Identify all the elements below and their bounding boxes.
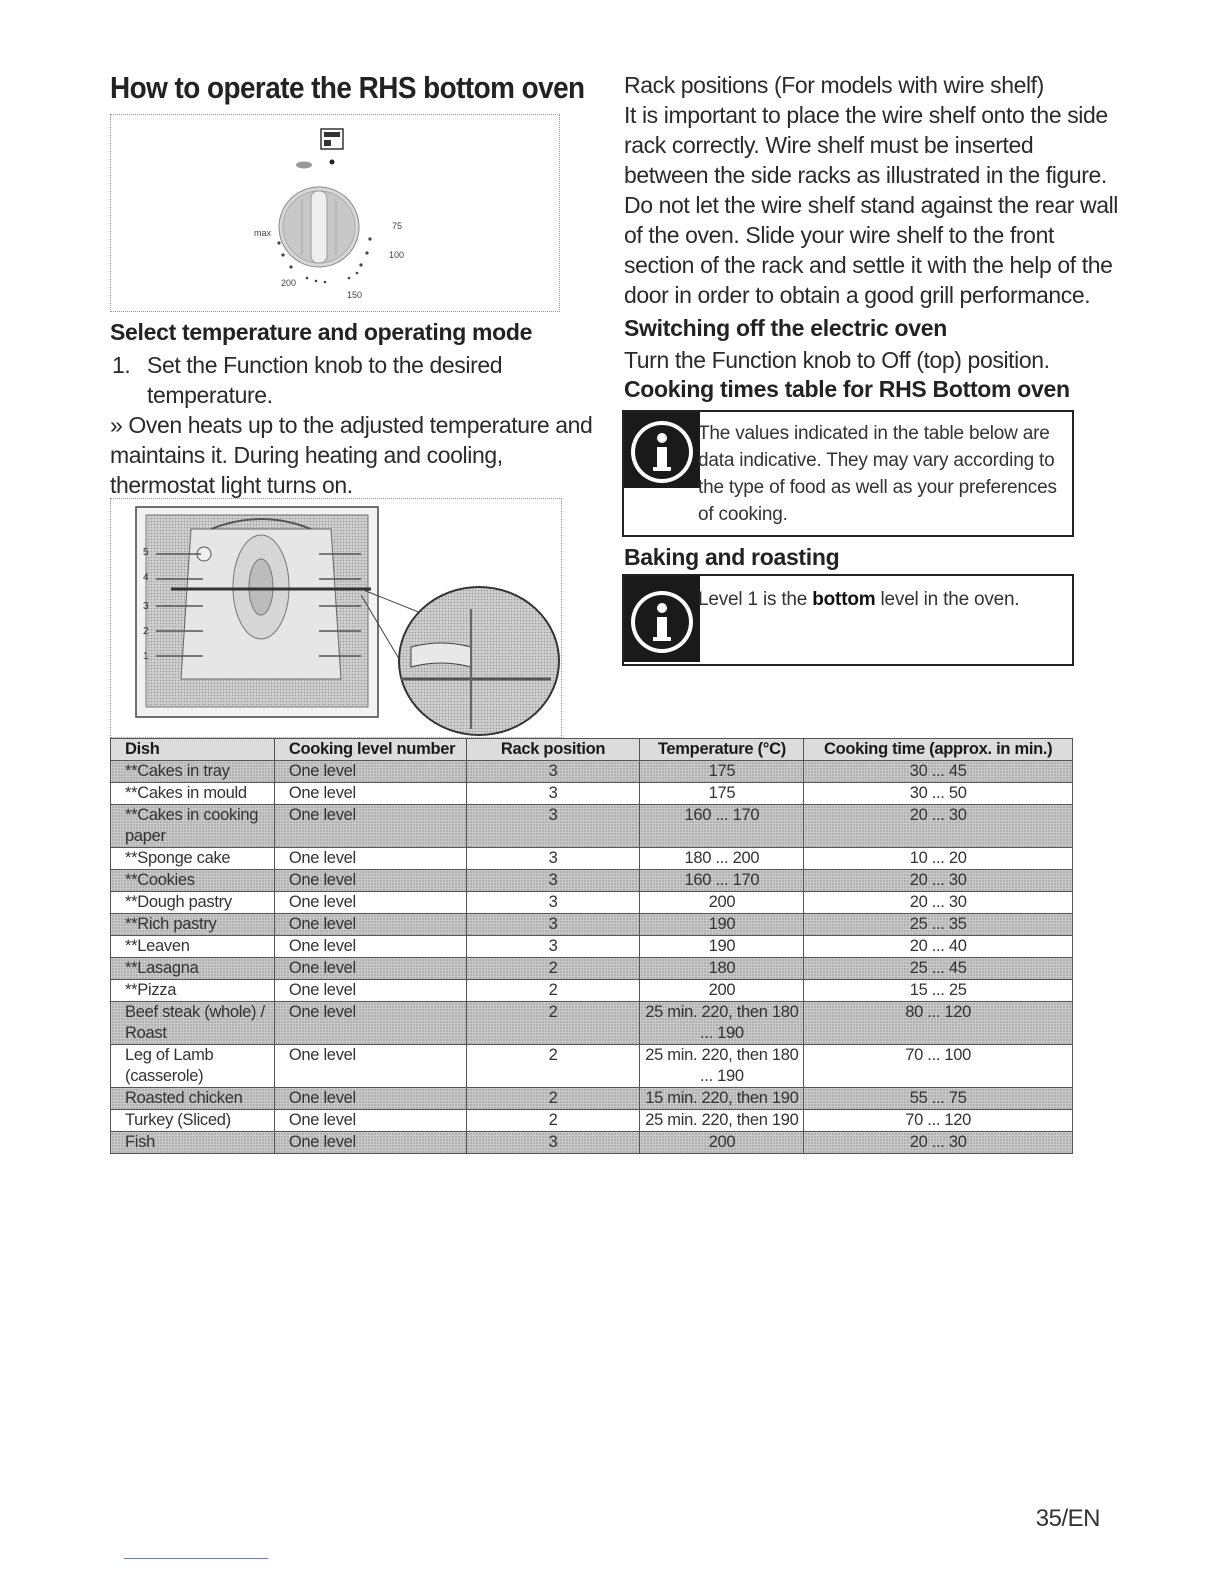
table-row bbox=[111, 1002, 1073, 1045]
cell-rack: 3 bbox=[466, 805, 640, 848]
cell-dish: **Pizza bbox=[111, 980, 275, 1002]
cell-time: 20 ... 40 bbox=[804, 936, 1073, 958]
note-values-line-2: data indicative. They may vary according to bbox=[698, 450, 1055, 471]
table-row bbox=[111, 783, 1073, 805]
rack-text-line-4: Do not let the wire shelf stand against the rear wall bbox=[624, 192, 1119, 218]
cell-time: 30 ... 50 bbox=[804, 783, 1073, 805]
cell-rack: 2 bbox=[466, 958, 640, 980]
cell-rack: 3 bbox=[466, 848, 640, 870]
cell-level: One level bbox=[274, 805, 466, 848]
cooking-times-table bbox=[110, 738, 1073, 1154]
step-1-number: 1. bbox=[112, 352, 131, 378]
cell-rack: 3 bbox=[466, 783, 640, 805]
cell-temperature: 160 ... 170 bbox=[640, 805, 804, 848]
cell-temperature: 25 min. 220, then 190 bbox=[640, 1110, 804, 1132]
cell-temperature: 200 bbox=[640, 892, 804, 914]
function-knob-illustration bbox=[111, 115, 559, 311]
cell-level: One level bbox=[274, 870, 466, 892]
cell-time: 55 ... 75 bbox=[804, 1088, 1073, 1110]
control-knob-figure bbox=[110, 114, 560, 312]
cell-rack: 2 bbox=[466, 1110, 640, 1132]
cell-time: 20 ... 30 bbox=[804, 892, 1073, 914]
table-row bbox=[111, 848, 1073, 870]
table-row bbox=[111, 958, 1073, 980]
cell-dish: Beef steak (whole) / Roast bbox=[111, 1002, 275, 1045]
cell-temperature: 180 bbox=[640, 958, 804, 980]
rack-number-4: 4 bbox=[143, 572, 149, 583]
cell-rack: 3 bbox=[466, 914, 640, 936]
column-header-level: Cooking level number bbox=[274, 739, 466, 761]
rack-number-5: 5 bbox=[143, 547, 149, 558]
table-row bbox=[111, 1045, 1073, 1088]
info-note-values bbox=[622, 410, 1074, 537]
column-header-time: Cooking time (approx. in min.) bbox=[804, 739, 1073, 761]
note-level-suffix: level in the oven. bbox=[875, 589, 1020, 610]
table-row bbox=[111, 761, 1073, 783]
cell-dish: **Cakes in mould bbox=[111, 783, 275, 805]
knob-label-150: 150 bbox=[347, 290, 363, 300]
cell-time: 15 ... 25 bbox=[804, 980, 1073, 1002]
step-1-line-1: Set the Function knob to the desired bbox=[147, 352, 503, 378]
info-icon bbox=[624, 412, 700, 488]
rack-number-2: 2 bbox=[143, 626, 149, 637]
cell-dish: Fish bbox=[111, 1132, 275, 1154]
column-header-temperature: Temperature (°C) bbox=[640, 739, 804, 761]
page-number: 35/EN bbox=[1035, 1505, 1100, 1532]
cell-rack: 2 bbox=[466, 980, 640, 1002]
cell-time: 20 ... 30 bbox=[804, 870, 1073, 892]
footer-rule bbox=[124, 1558, 268, 1559]
cell-dish: Turkey (Sliced) bbox=[111, 1110, 275, 1132]
note-level-prefix: Level 1 is the bbox=[698, 589, 813, 610]
cell-temperature: 160 ... 170 bbox=[640, 870, 804, 892]
switching-off-text: Turn the Function knob to Off (top) position. bbox=[624, 347, 1050, 373]
table-row bbox=[111, 805, 1073, 848]
cell-time: 25 ... 35 bbox=[804, 914, 1073, 936]
cell-temperature: 200 bbox=[640, 1132, 804, 1154]
cell-level: One level bbox=[274, 914, 466, 936]
cell-temperature: 25 min. 220, then 180 ... 190 bbox=[640, 1045, 804, 1088]
note-level-bold: bottom bbox=[812, 589, 876, 610]
cell-dish: **Dough pastry bbox=[111, 892, 275, 914]
rack-text-line-3: between the side racks as illustrated in the figure. bbox=[624, 162, 1107, 188]
cell-rack: 2 bbox=[466, 1045, 640, 1088]
cell-dish: **Leaven bbox=[111, 936, 275, 958]
cell-rack: 3 bbox=[466, 761, 640, 783]
table-row bbox=[111, 980, 1073, 1002]
cell-rack: 2 bbox=[466, 1088, 640, 1110]
table-row bbox=[111, 914, 1073, 936]
table-row bbox=[111, 936, 1073, 958]
note-level-text bbox=[698, 586, 1020, 613]
cell-time: 30 ... 45 bbox=[804, 761, 1073, 783]
cell-time: 70 ... 100 bbox=[804, 1045, 1073, 1088]
cell-temperature: 175 bbox=[640, 783, 804, 805]
cell-temperature: 200 bbox=[640, 980, 804, 1002]
oven-interior-figure bbox=[110, 498, 562, 738]
cell-level: One level bbox=[274, 958, 466, 980]
cell-temperature: 25 min. 220, then 180 ... 190 bbox=[640, 1002, 804, 1045]
cell-rack: 3 bbox=[466, 936, 640, 958]
note-values-line-3: the type of food as well as your preferences bbox=[698, 477, 1057, 498]
knob-label-200: 200 bbox=[281, 278, 297, 288]
cell-level: One level bbox=[274, 980, 466, 1002]
cell-dish: Leg of Lamb (casserole) bbox=[111, 1045, 275, 1088]
thermostat-lamp-icon bbox=[296, 162, 312, 169]
knob-label-100: 100 bbox=[389, 250, 405, 260]
table-row bbox=[111, 1132, 1073, 1154]
baking-roasting-heading: Baking and roasting bbox=[624, 544, 840, 570]
table-header-row bbox=[111, 739, 1073, 761]
cell-temperature: 190 bbox=[640, 936, 804, 958]
cell-rack: 3 bbox=[466, 892, 640, 914]
switching-off-heading: Switching off the electric oven bbox=[624, 315, 947, 341]
cell-dish: **Cakes in cooking paper bbox=[111, 805, 275, 848]
result-line-2: maintains it. During heating and cooling, bbox=[110, 442, 503, 468]
cell-dish: **Rich pastry bbox=[111, 914, 275, 936]
info-note-level bbox=[622, 574, 1074, 666]
cell-temperature: 190 bbox=[640, 914, 804, 936]
cell-level: One level bbox=[274, 1002, 466, 1045]
cell-time: 80 ... 120 bbox=[804, 1002, 1073, 1045]
cell-level: One level bbox=[274, 1110, 466, 1132]
rack-text-line-5: of the oven. Slide your wire shelf to the front bbox=[624, 222, 1054, 248]
column-header-dish: Dish bbox=[111, 739, 275, 761]
table-row bbox=[111, 1088, 1073, 1110]
cell-level: One level bbox=[274, 1088, 466, 1110]
cooking-table-heading: Cooking times table for RHS Bottom oven bbox=[624, 376, 1070, 402]
note-values-line-1: The values indicated in the table below are bbox=[698, 423, 1050, 444]
knob-label-75: 75 bbox=[392, 221, 403, 231]
table-row bbox=[111, 1110, 1073, 1132]
table-row bbox=[111, 892, 1073, 914]
cell-level: One level bbox=[274, 1132, 466, 1154]
rack-text-line-2: rack correctly. Wire shelf must be inserted bbox=[624, 132, 1034, 158]
note-values-line-4: of cooking. bbox=[698, 504, 788, 525]
indicator-dot-icon bbox=[330, 160, 335, 165]
cell-level: One level bbox=[274, 848, 466, 870]
cell-rack: 2 bbox=[466, 1002, 640, 1045]
result-line-1: » Oven heats up to the adjusted temperature and bbox=[110, 412, 593, 438]
rack-text-line-7: door in order to obtain a good grill performance. bbox=[624, 282, 1091, 308]
cell-temperature: 175 bbox=[640, 761, 804, 783]
cell-dish: Roasted chicken bbox=[111, 1088, 275, 1110]
table-row bbox=[111, 870, 1073, 892]
cell-dish: **Cakes in tray bbox=[111, 761, 275, 783]
rack-positions-heading: Rack positions (For models with wire shelf) bbox=[624, 72, 1044, 98]
cell-level: One level bbox=[274, 936, 466, 958]
cell-time: 20 ... 30 bbox=[804, 1132, 1073, 1154]
cell-rack: 3 bbox=[466, 870, 640, 892]
cell-dish: **Lasagna bbox=[111, 958, 275, 980]
cell-level: One level bbox=[274, 783, 466, 805]
rack-number-3: 3 bbox=[143, 601, 149, 612]
cell-time: 25 ... 45 bbox=[804, 958, 1073, 980]
page-title: How to operate the RHS bottom oven bbox=[110, 70, 585, 105]
rack-text-line-6: section of the rack and settle it with the help of the bbox=[624, 252, 1113, 278]
step-1-line-2: temperature. bbox=[147, 382, 273, 408]
select-temperature-heading: Select temperature and operating mode bbox=[110, 319, 533, 345]
cell-level: One level bbox=[274, 761, 466, 783]
cell-level: One level bbox=[274, 1045, 466, 1088]
oven-rack-illustration bbox=[111, 499, 561, 737]
column-header-rack: Rack position bbox=[466, 739, 640, 761]
info-icon bbox=[624, 576, 700, 662]
rack-number-1: 1 bbox=[143, 651, 149, 662]
cell-temperature: 15 min. 220, then 190 bbox=[640, 1088, 804, 1110]
result-line-3: thermostat light turns on. bbox=[110, 472, 353, 498]
cell-time: 70 ... 120 bbox=[804, 1110, 1073, 1132]
cell-rack: 3 bbox=[466, 1132, 640, 1154]
rack-text-line-1: It is important to place the wire shelf onto the side bbox=[624, 102, 1108, 128]
cell-dish: **Cookies bbox=[111, 870, 275, 892]
cell-level: One level bbox=[274, 892, 466, 914]
cell-temperature: 180 ... 200 bbox=[640, 848, 804, 870]
cell-time: 20 ... 30 bbox=[804, 805, 1073, 848]
cell-dish: **Sponge cake bbox=[111, 848, 275, 870]
knob-label-max: max bbox=[254, 228, 272, 238]
cell-time: 10 ... 20 bbox=[804, 848, 1073, 870]
